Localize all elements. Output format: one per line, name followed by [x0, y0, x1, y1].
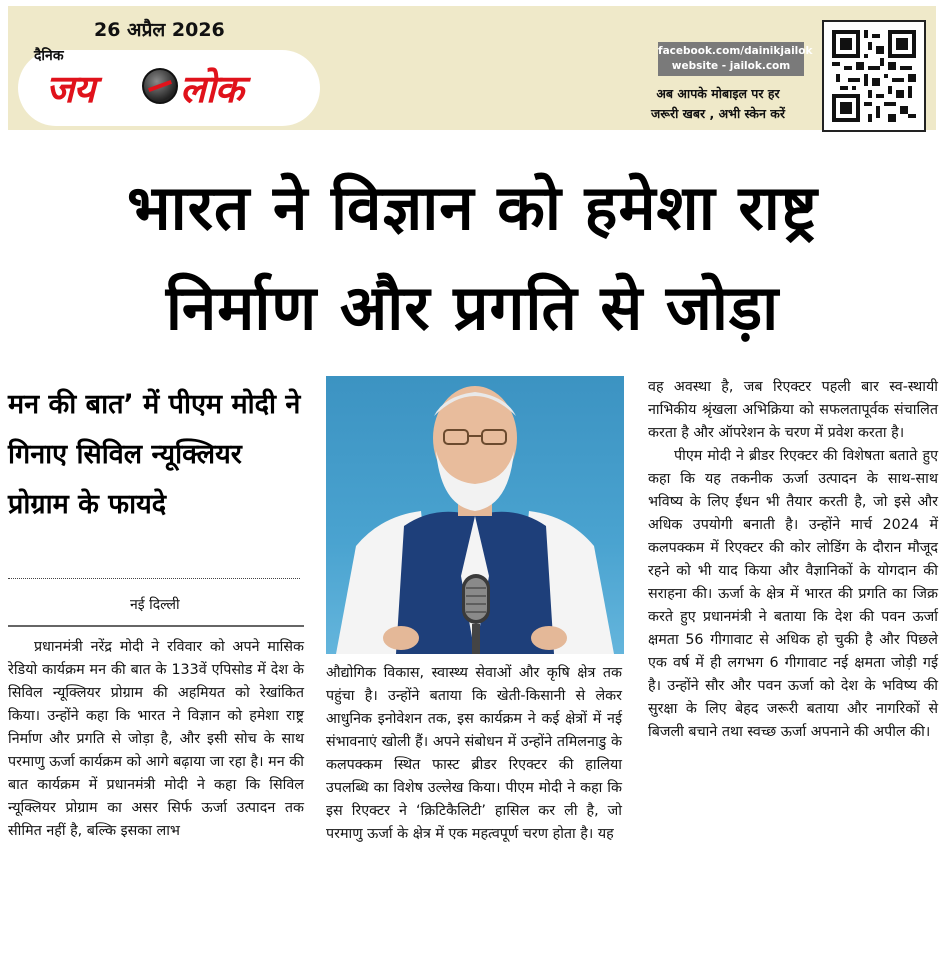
scan-prompt-line2: जरूरी खबर , अभी स्केन करें	[650, 106, 785, 121]
headline-line1: भारत ने विज्ञान को हमेशा राष्ट्र	[127, 171, 818, 244]
headline	[0, 158, 945, 358]
dateline: नई दिल्ली	[130, 597, 180, 613]
paragraph: वह अवस्था है, जब रिएक्टर पहली बार स्व-स्थायी नाभिकीय श्रृंखला अभिक्रिया को सफलतापूर्वक संचालित करता है और ऑपरेशन के चरण में प्रवेश करता है।	[648, 379, 938, 441]
divider	[8, 625, 304, 627]
subheadline: मन की बात’ में पीएम मोदी ने गिनाए सिविल न्यूक्लियर प्रोग्राम के फायदे	[8, 389, 301, 520]
headline-line2: निर्माण और प्रगति से जोड़ा	[165, 271, 780, 344]
article-column-3	[648, 376, 938, 744]
scan-prompt-line1: अब आपके मोबाइल पर हर	[656, 86, 780, 101]
scan-prompt	[632, 84, 804, 124]
dotted-divider	[8, 578, 300, 579]
paragraph: पीएम मोदी ने ब्रीडर रिएक्टर की विशेषता बताते हुए कहा कि यह तकनीक ऊर्जा उत्पादन के साथ-साथ भविष्य के लिए ईंधन भी तैयार करती है, जो इसे और अधिक उपयोगी बनाती है। उन्होंने मार्च 2024 में कलपक्कम में रिएक्टर की कोर लोडिंग के दौरान मौजूद रहने को भी याद किया और वैज्ञानिकों के योगदान की सराहना की। ऊर्जा के क्षेत्र में भारत की प्रगति का जिक्र करते हुए प्रधानमंत्री ने बताया कि देश की पवन ऊर्जा क्षमता 56 गीगावाट से अधिक हो चुकी है और पिछले एक वर्ष में ही लगभग 6 गीगावाट नई क्षमता जोड़ी गई है। उन्होंने सौर और पवन ऊर्जा को देश के भविष्य की सुरक्षा के लिए बेहद जरूरी बताया और नागरिकों से बिजली बचाने तथा स्वच्छ ऊर्जा अपनाने की अपील की।	[648, 448, 938, 740]
facebook-link[interactable]: facebook.com/dainikjailok	[658, 45, 813, 57]
qr-code-icon[interactable]	[822, 20, 926, 132]
logo-word-jai: जय	[46, 67, 95, 111]
masthead	[8, 6, 936, 130]
article-column-2: औद्योगिक विकास, स्वास्थ्य सेवाओं और कृषि क्षेत्र तक पहुंचा है। उन्होंने बताया कि खेती-किसानी से लेकर आधुनिक इनोवेशन तक, इस कार्यक्रम ने कई क्षेत्रों में नई संभावनाएं खोली हैं। अपने संबोधन में उन्होंने तमिलनाडु के कलपक्कम स्थित फास्ट ब्रीडर रिएक्टर की हालिया उपलब्धि का विशेष उल्लेख किया। पीएम मोदी ने कहा कि इस रिएक्टर ने ‘क्रिटिकैलिटी’ हासिल कर ली है, जो परमाणु ऊर्जा के क्षेत्र में एक महत्वपूर्ण चरण होता है। यह	[326, 665, 622, 842]
globe-icon	[142, 68, 178, 104]
logo-word-lok: लोक	[180, 67, 243, 111]
website-link[interactable]: website - jailok.com	[671, 60, 791, 72]
logo-prefix: दैनिक	[34, 48, 64, 64]
pm-photo	[326, 376, 624, 654]
article-column-1: प्रधानमंत्री नरेंद्र मोदी ने रविवार को अपने मासिक रेडियो कार्यक्रम मन की बात के 133वें एपिसोड में देश के सिविल न्यूक्लियर प्रोग्राम की अहमियत को रेखांकित किया। उन्होंने कहा कि भारत ने विज्ञान को हमेशा राष्ट्र निर्माण और प्रगति से जोड़ा है, और इसी सोच के साथ परमाणु ऊर्जा कार्यक्रम को आगे बढ़ाया जा रहा है। मन की बात कार्यक्रम में प्रधानमंत्री मोदी ने कहा कि सिविल न्यूक्लियर प्रोग्राम का असर सिर्फ ऊर्जा उत्पादन तक सीमित नहीं है, बल्कि इसका लाभ	[8, 639, 304, 839]
social-links-box	[658, 42, 813, 76]
issue-date: 26 अप्रैल 2026	[94, 19, 225, 41]
